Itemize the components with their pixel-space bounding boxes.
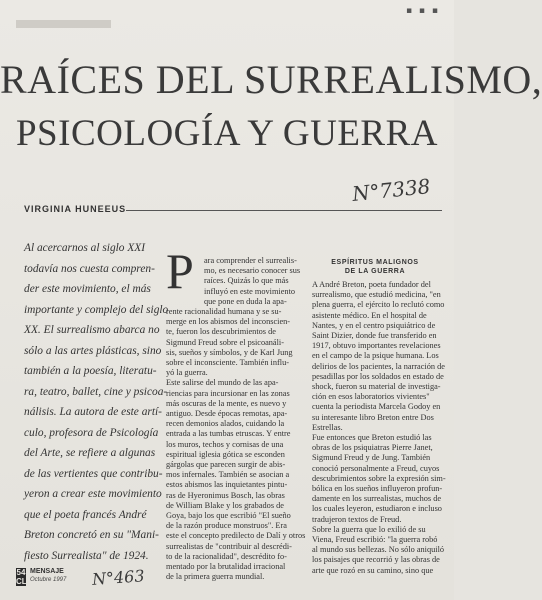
body-line: plena guerra, el ejército lo reclutó como [312,300,445,310]
body-line: Sigmund Freud y de Jung. También [312,453,431,463]
intro-line: Breton concretó en su "Mani- [24,529,159,541]
body-line: entrada a las tumbas etruscas. Y entre [166,429,291,439]
intro-line: todavía nos cuesta compren- [24,262,155,275]
body-line: arte que rozó en su camino, sino que [312,565,434,575]
intro-line: Al acercarnos al siglo XXI [24,242,146,254]
body-line: mentado por la brutalidad irracional [166,562,286,572]
body-line: influyó en este movimiento [204,286,296,296]
intro-line: fiesto Surrealista" de 1924. [24,549,149,562]
section-heading-line-1: ESPÍRITUS MALIGNOS [331,259,419,266]
body-line: su interesante libro Breton entre Dos [312,412,434,422]
body-line: Fue entonces que Breton estudió las [312,433,432,443]
body-line: este el concepto predilecto de Dalí y otros [166,531,306,541]
body-line: Saint Dizier, donde fue transferido en [312,331,437,341]
body-line: Viena, Freud escribió: "la guerra robó [312,535,438,545]
body-line: ras de Hyeronimus Bosch, las obras [166,490,285,500]
body-line: sobre el inconsciente. También influ- [166,358,289,368]
body-line: los cuales leyeron, estudiaron e incluso [312,504,442,514]
intro-line: que el poeta francés André [24,508,147,521]
body-line: Estrellas. [312,422,343,432]
article-title-line-1: RAÍCES DEL SURREALISMO, [0,57,542,102]
body-line: descubrimientos sobre la expresión sim- [312,473,446,483]
body-line: estos abismos las inquietantes pintu- [166,480,288,490]
body-line: cuenta la periodista Marcela Godoy en [312,402,441,412]
body-line: raíces. Quizás lo que más [204,276,289,286]
handwritten-archive-number: N°7338 [350,173,432,207]
body-line: de la razón produce monstruos". Era [166,521,287,531]
intro-line: del Arte, se refiere a algunas [24,447,156,459]
body-line: riencias para incursionar en las zonas [166,388,290,398]
body-line: Goya, bajo los que escribió "El sueño [166,511,291,521]
body-line: delirios de los pacientes, la narración de [312,361,445,371]
intro-line: sólo a las artes plásticas, sino [24,344,162,357]
body-line: rente racionalidad humana y se su- [166,307,282,316]
body-line: yó la guerra. [166,368,208,378]
body-line: gárgolas que parecen surgir de abis- [166,460,286,470]
body-line: bólica en los sueños influyeron profun- [312,484,443,494]
body-line: al mundo sus bellezas. No sólo aniquiló [312,545,445,555]
intro-line: de las vertientes que contribu- [24,467,163,480]
body-line: Nantes, y en el centro psiquiátrico de [312,320,436,330]
header-strip [16,20,111,28]
section-heading-line-2: DE LA GUERRA [344,268,406,275]
intro-line: yeron a crear este movimiento [24,488,162,500]
body-line: obras de los psiquiatras Pierre Janet, [312,443,433,453]
intro-line: der este movimiento, el más [24,283,151,295]
body-line: los muros, techos y cornisas de una [166,439,284,449]
intro-line: importante y complejo del siglo [24,303,169,316]
body-line: Sobre la guerra que lo exilió de su [312,524,426,534]
body-line: sis, sueños y símbolos, y de Karl Jung [166,347,293,357]
body-line: surrealistas de "contribuir al descrédi- [166,541,292,551]
body-column-middle-top [204,256,300,307]
intro-line: nálisis. La autora de este artí- [24,406,162,418]
body-line: de la primera guerra mundial. [166,572,265,582]
body-line: ción en esos laboratorios vivientes" [312,392,430,402]
body-line: damente en los surrealistas, muchos de [312,494,442,504]
page-number: 54 [16,568,26,577]
body-line: mo, es necesario conocer sus [204,266,301,276]
body-column-middle [166,307,305,582]
body-line: conoció personalmente a Freud, cuyos [312,463,440,473]
byline-rule [126,210,442,211]
body-line: Este salirse del mundo de las apa- [166,378,279,388]
page-number-sub: CL [16,577,27,586]
author-byline: VIRGINIA HUNEEUS [24,204,127,214]
body-line: merge en los abismos del inconscien- [166,317,291,327]
body-column-right [312,280,446,576]
intro-lead-paragraph [24,238,169,566]
magazine-name: MENSAJE [30,568,64,575]
body-line: pesadillas por los soldados en estado de [312,371,444,381]
body-line: asistente médico. En el hospital de [312,310,427,320]
body-line: que pone en duda la apa- [204,296,287,306]
body-line: antiguo. Desde épocas remotas, apa- [166,409,288,419]
body-line: espiritual iglesia gótica se esconden [166,449,285,459]
body-line: los paisajes que recorrió y las obras de [312,555,440,565]
body-line: Sigmund Freud sobre el psicoanáli- [166,337,284,347]
drop-cap: P [166,243,194,299]
body-line: to de la racionalidad", descrédito fo- [166,551,287,561]
intro-line: XX. El surrealismo abarca no [24,324,160,336]
corner-marks: ▪ ▪ ▪ [405,6,440,16]
body-line: mos infernales. También se asocian a [166,470,290,480]
article-title-line-2: PSICOLOGÍA Y GUERRA [15,113,438,154]
intro-line: culo, profesora de Psicología [24,426,159,439]
body-line: shock, fueron su material de investiga- [312,382,441,392]
body-line: surrealismo, que estudió medicina, "en [312,290,441,300]
body-line: más oscuras de la mente, es nuevo y [166,398,287,408]
body-line: de William Blake y los grabados de [166,500,284,510]
intro-line: ra, teatro, ballet, cine y psicoa- [24,385,168,398]
section-heading [314,258,436,276]
handwritten-issue-number: N°463 [91,566,146,589]
body-line: recen demonios alados, cuidando la [166,419,285,429]
body-line: en el campo de la psique humana. Los [312,351,439,361]
body-line: tradujeron textos de Freud. [312,514,402,524]
body-line: ara comprender el surrealis- [204,256,297,265]
body-line: 1917, obtuvo importantes revelaciones [312,341,441,351]
issue-date: Octubre 1997 [30,577,67,583]
intro-line: también a la poesía, literatu- [24,365,157,377]
body-line: te, fueron los descubrimientos de [166,327,276,337]
body-line: A André Breton, poeta fundador del [312,280,431,289]
page-number-box [16,568,26,586]
